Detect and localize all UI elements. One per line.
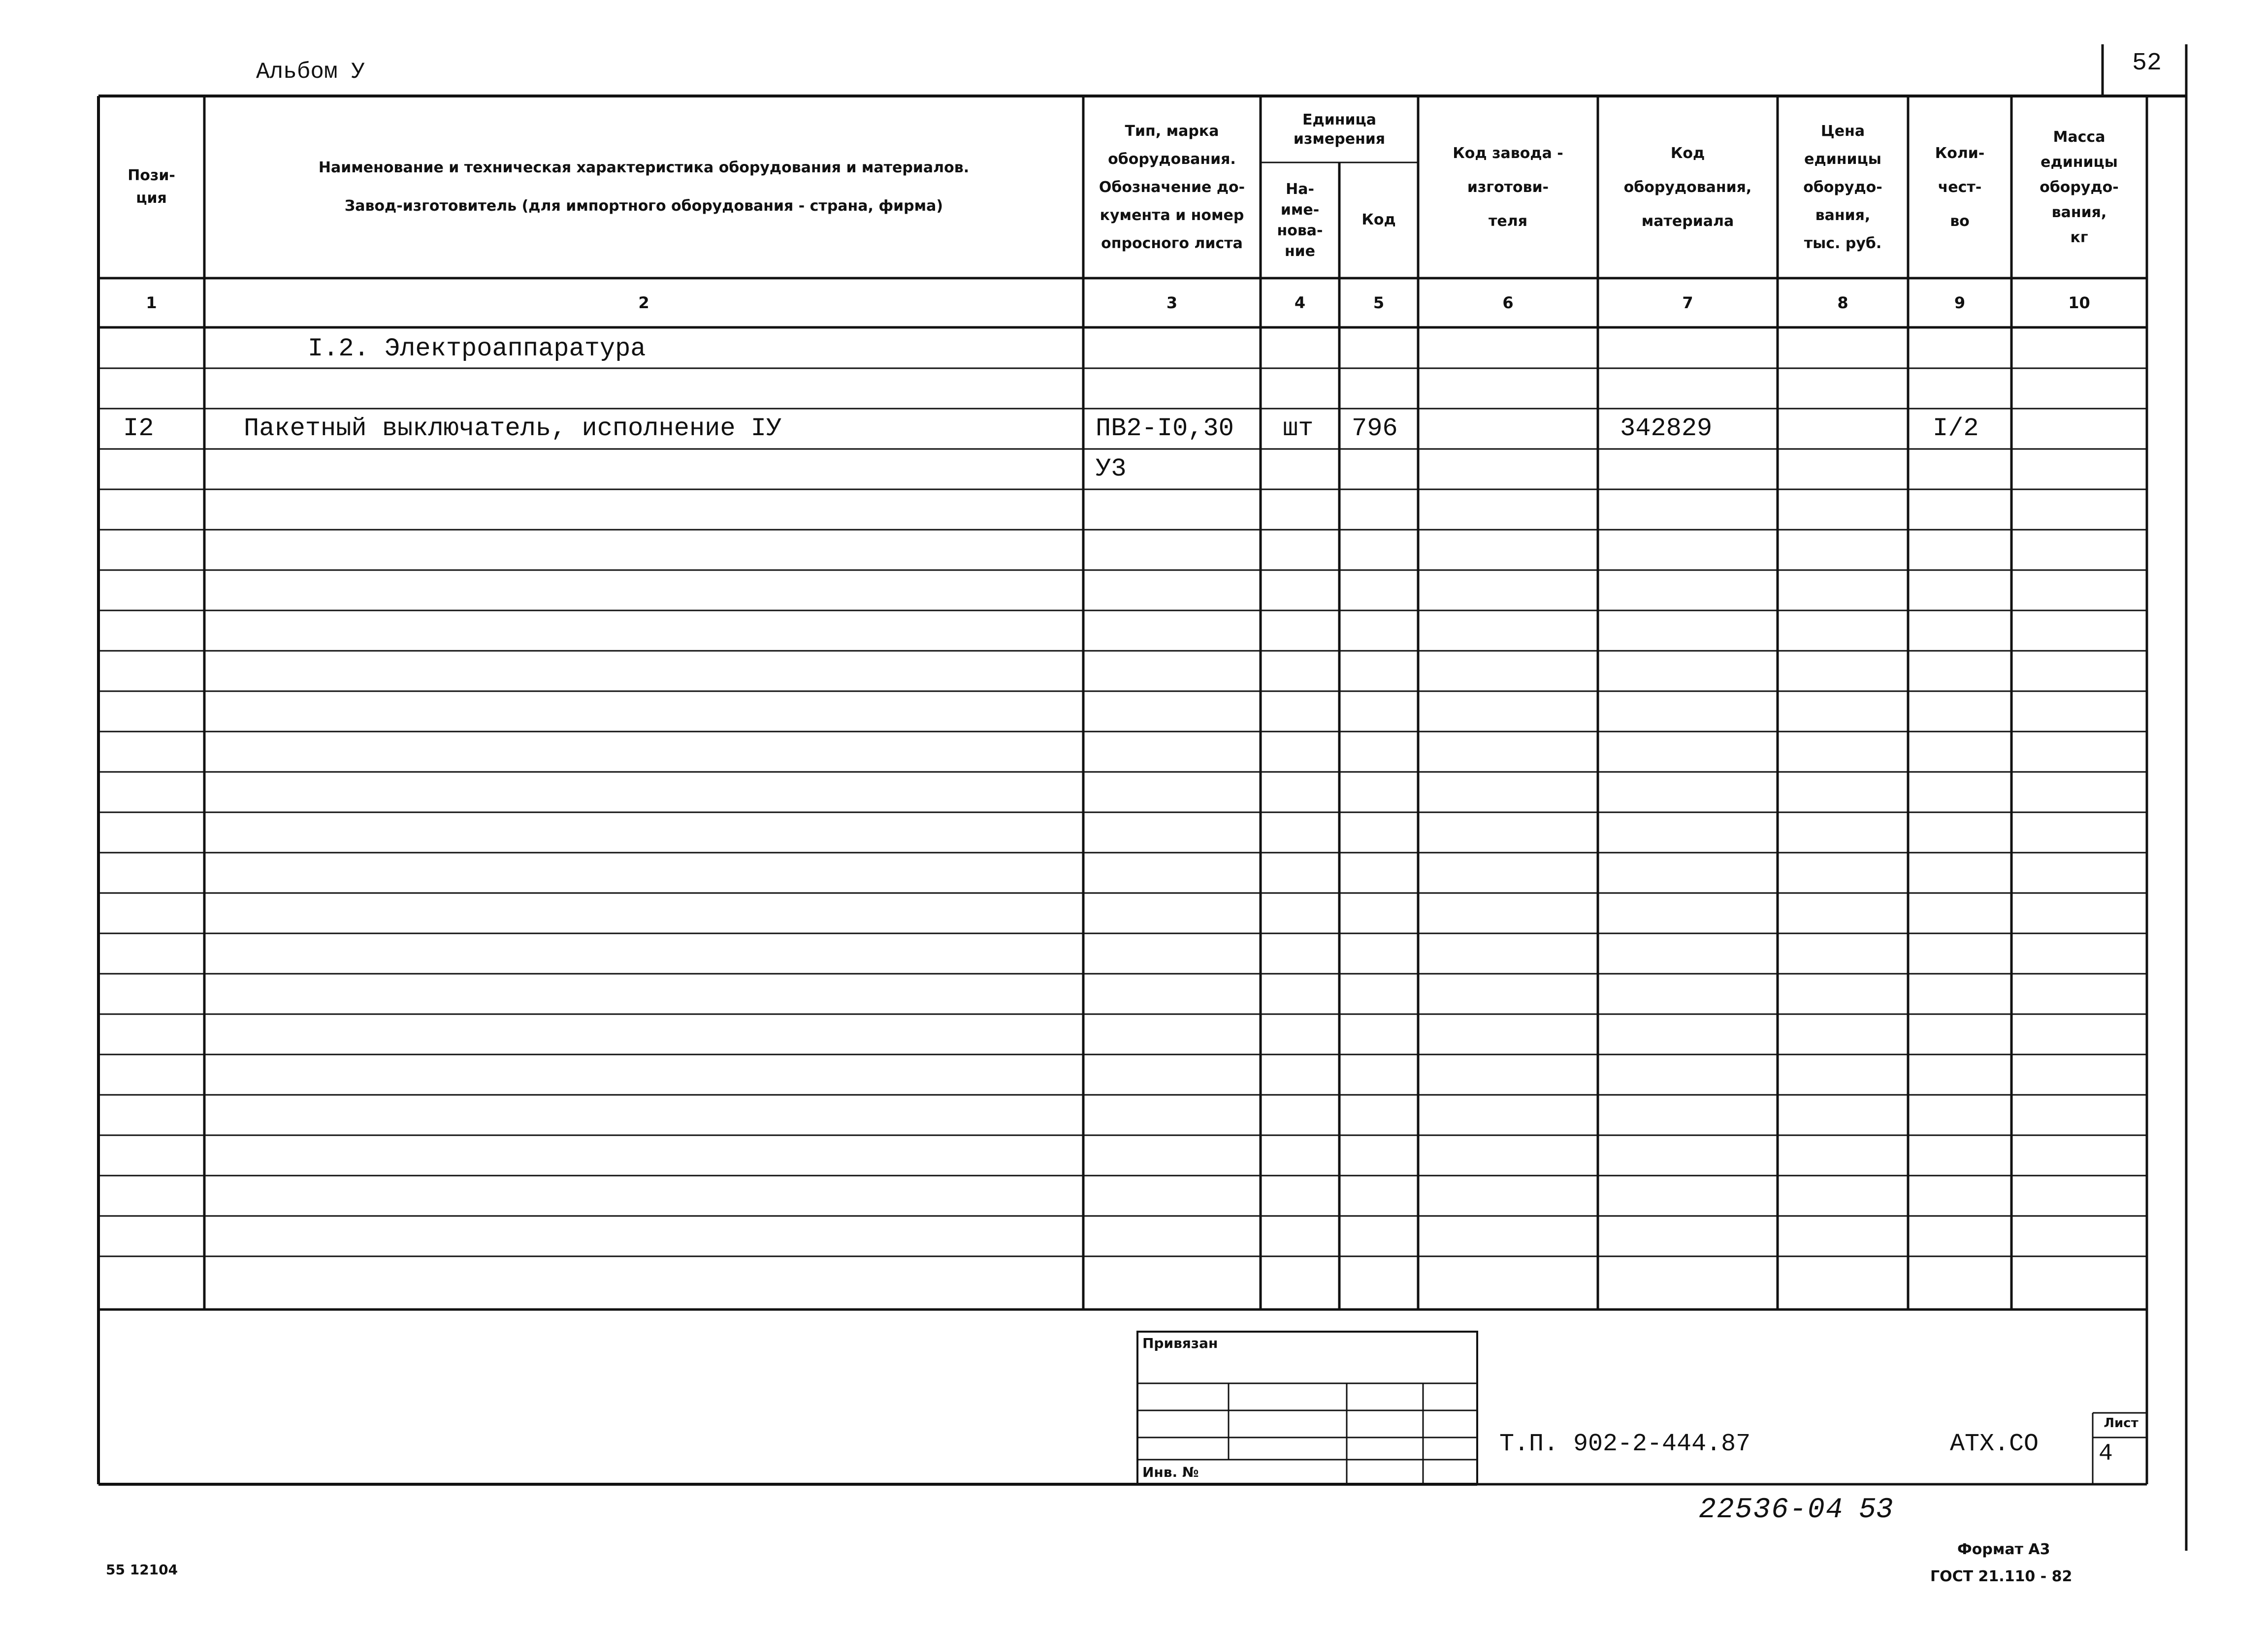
colnum-9: 9 [1954, 293, 1966, 312]
header-col-unit-name: На- име- нова- ние [1277, 180, 1323, 260]
section-heading: I.2. Электроаппаратура [308, 334, 646, 363]
colnum-10: 10 [2068, 293, 2090, 312]
section-code: АТХ.СО [1950, 1430, 2039, 1458]
colnum-8: 8 [1837, 293, 1848, 312]
header-col-type: Тип, марка оборудования. Обозначение до- кумента и номер опросного листа [1099, 122, 1245, 252]
header-col-name: Наименование и техническая характеристика оборудования и материалов. Завод-изготовитель (для импортного оборудования - страна, фирма) [318, 159, 970, 215]
row-type-continued: У3 [1096, 454, 1127, 483]
handwritten-reference: 22536-04 [1699, 1494, 1844, 1526]
colnum-6: 6 [1502, 293, 1514, 312]
privyazan-label: Привязан [1142, 1335, 1218, 1351]
colnum-4: 4 [1294, 293, 1306, 312]
header-col-unit-code: Код [1361, 211, 1396, 229]
row-quantity: I/2 [1933, 414, 1979, 443]
row-type: ПВ2-I0,30 [1096, 414, 1234, 443]
header-unit-group: Единица измерения [1293, 111, 1386, 148]
colnum-2: 2 [638, 293, 649, 312]
format-label: Формат А3 [1957, 1541, 2050, 1558]
header-col-price: Цена единицы оборудо- вания, тыс. руб. [1803, 122, 1882, 252]
row-unit-code: 796 [1352, 414, 1398, 443]
colnum-3: 3 [1166, 293, 1178, 312]
header-col-mass: Масса единицы оборудо- вания, кг [2040, 128, 2119, 246]
handwritten-page-number: 53 [1859, 1494, 1893, 1526]
header-col-equipment-code: Код оборудования, материала [1623, 144, 1752, 230]
colnum-7: 7 [1682, 293, 1693, 312]
row-name: Пакетный выключатель, исполнение IУ [244, 414, 782, 443]
colnum-5: 5 [1373, 293, 1385, 312]
sheet-label: Лист [2104, 1416, 2138, 1431]
sheet-value: 4 [2099, 1440, 2113, 1467]
document-code: Т.П. 902-2-444.87 [1499, 1430, 1751, 1458]
row-unit: шт [1283, 414, 1314, 443]
row-equipment-code: 342829 [1620, 414, 1713, 443]
header-col-quantity: Коли- чест- во [1935, 144, 1985, 230]
gost-label: ГОСТ 21.110 - 82 [1930, 1568, 2073, 1585]
row-position: I2 [123, 414, 154, 443]
inventory-number-label: Инв. № [1142, 1464, 1199, 1480]
header-col-position: Пози- ция [128, 166, 175, 207]
colnum-1: 1 [146, 293, 157, 312]
album-label: Альбом У [256, 59, 365, 85]
sheet-number: 52 [2132, 49, 2162, 77]
print-code: 55 12104 [106, 1562, 178, 1578]
header-col-factory-code: Код завода - изготови- теля [1453, 144, 1563, 230]
